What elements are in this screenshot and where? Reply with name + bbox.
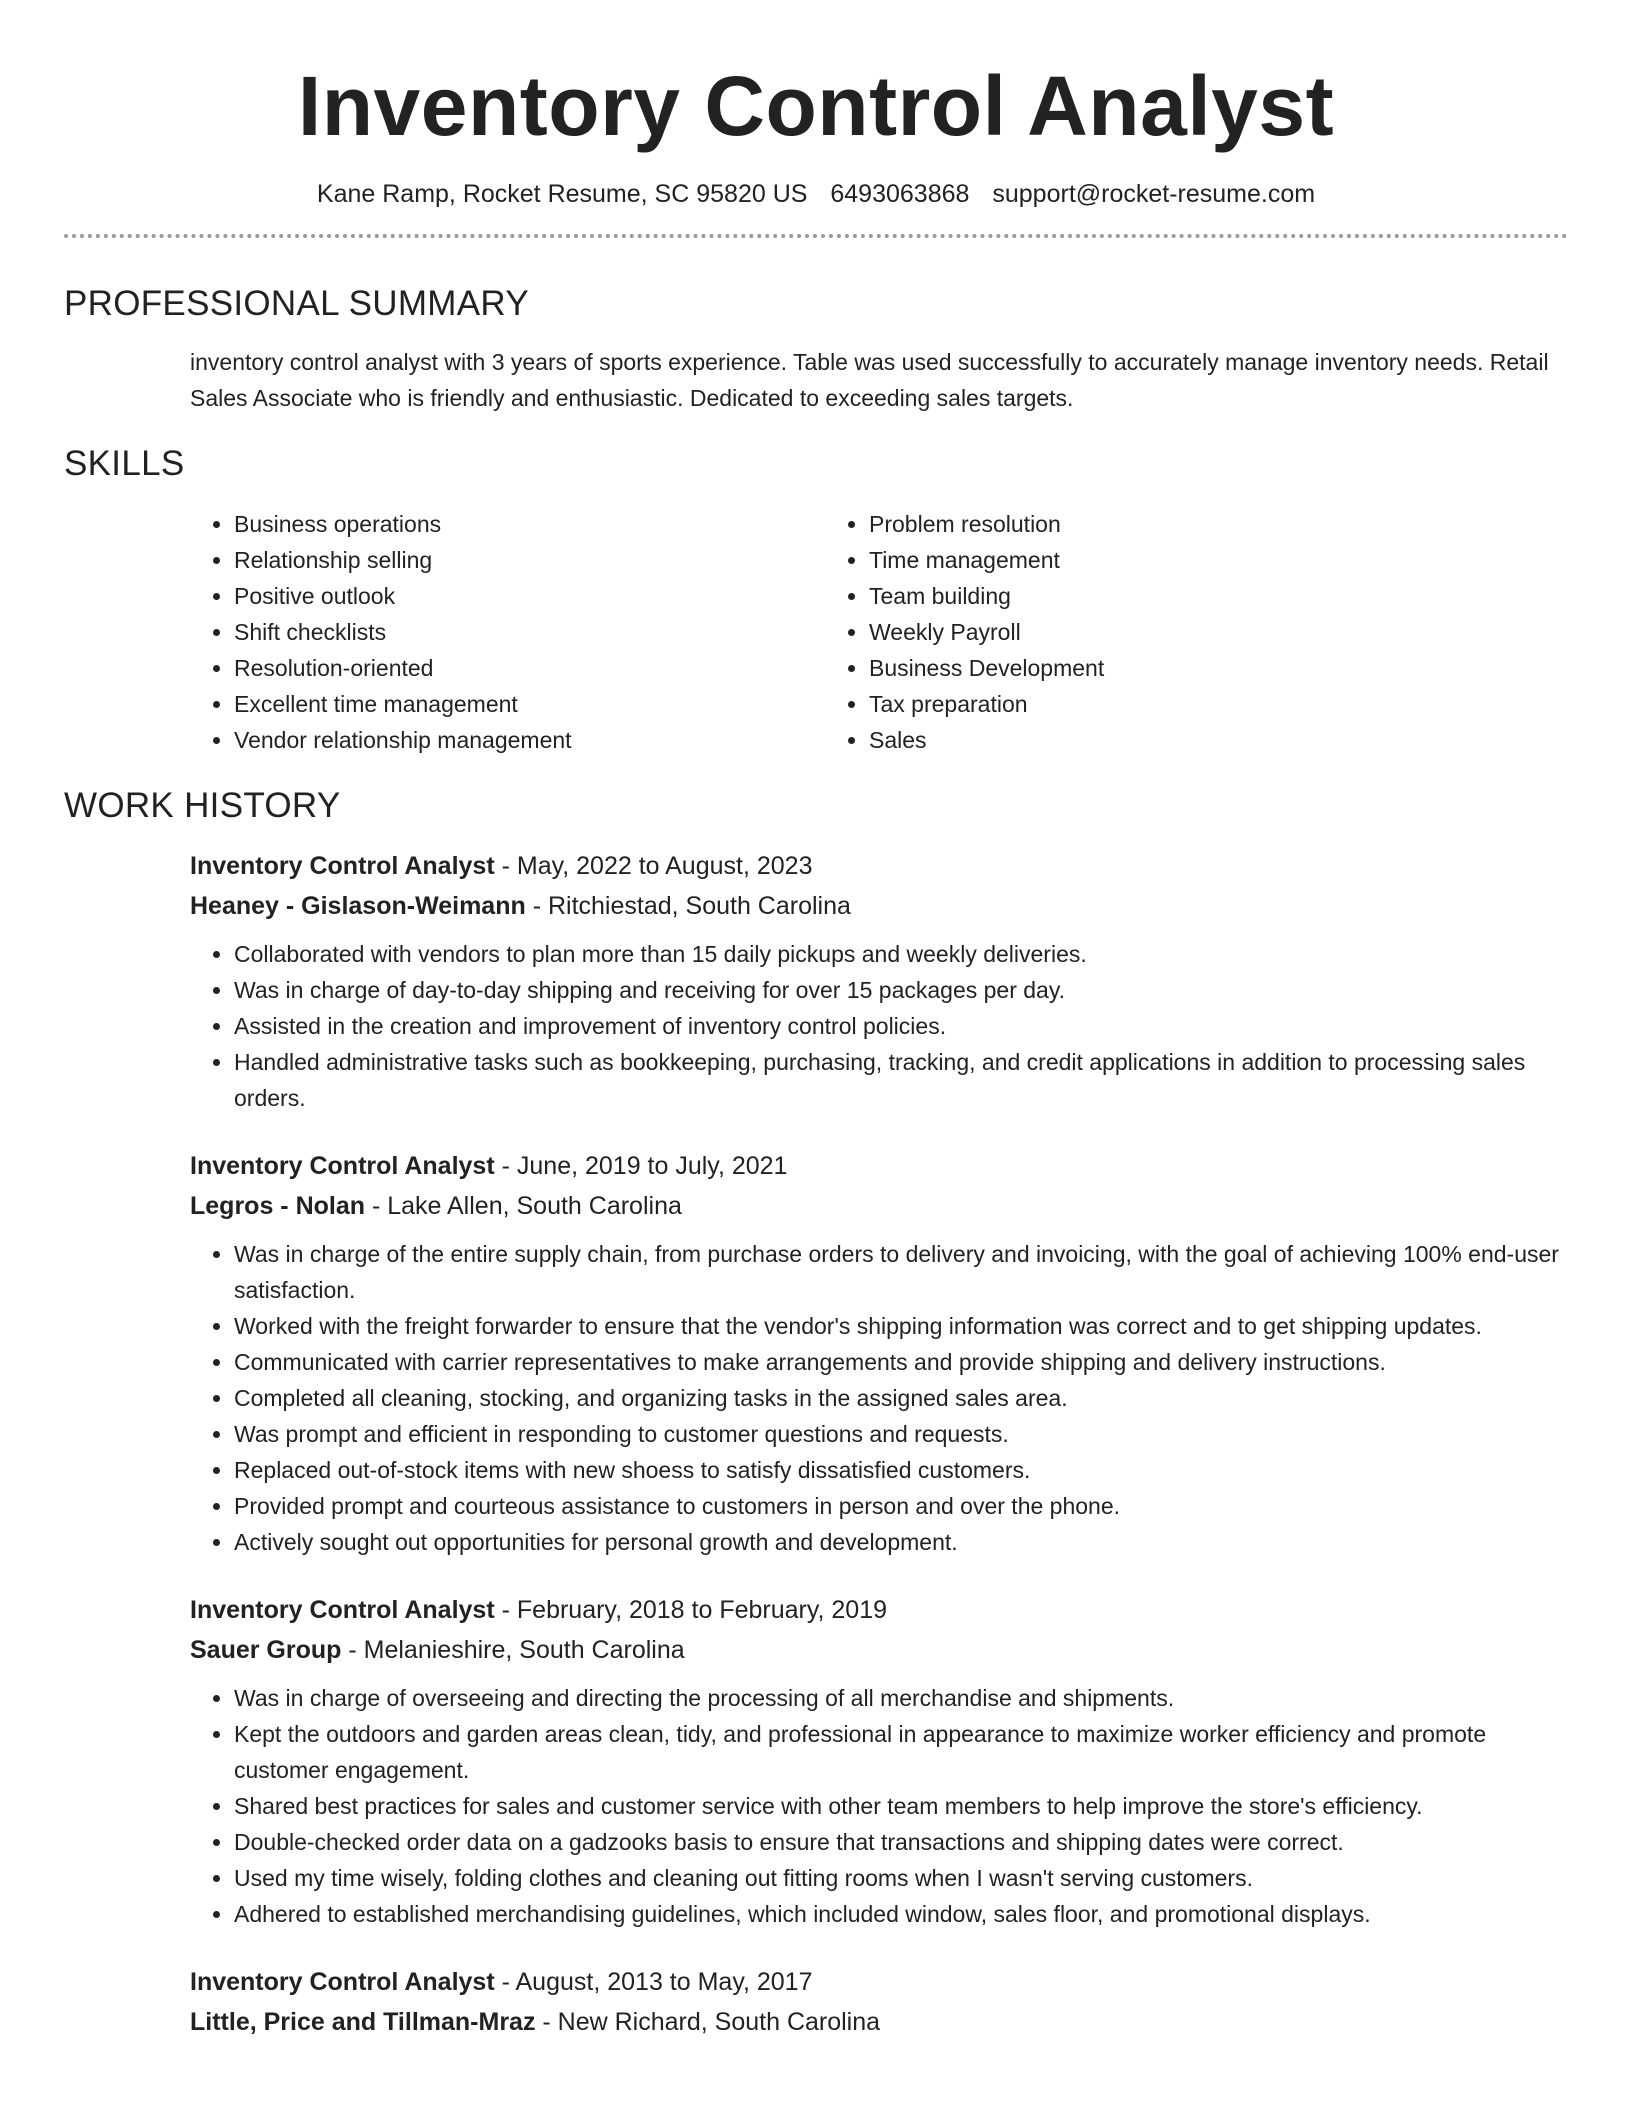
job-bullet: • Shared best practices for sales and customer service with other team members to help improve the store's efficiency. (234, 1788, 1568, 1824)
job-dates: - August, 2013 to May, 2017 (494, 1968, 813, 1996)
job-entry (190, 1962, 1568, 2042)
job-bullets (190, 1236, 1568, 1560)
summary-heading: PROFESSIONAL SUMMARY (64, 284, 529, 323)
job-bullet: • Was in charge of overseeing and directing the processing of all merchandise and shipments. (234, 1680, 1568, 1716)
job-bullet: • Was in charge of day-to-day shipping and receiving for over 15 packages per day. (234, 972, 1568, 1008)
job-bullet: • Assisted in the creation and improvement of inventory control policies. (234, 1008, 1568, 1044)
job-company: Legros - Nolan (190, 1192, 366, 1220)
skills-right-list (825, 506, 1460, 758)
job-bullet: • Kept the outdoors and garden areas clean, tidy, and professional in appearance to maximize worker efficiency and promote customer engagement. (234, 1716, 1568, 1788)
job-location: - Ritchiestad, South Carolina (525, 892, 851, 920)
job-bullet: • Was in charge of the entire supply chain, from purchase orders to delivery and invoicing, with the goal of achieving 100% end-user satisfaction. (234, 1236, 1568, 1308)
skill-item: • Problem resolution (869, 506, 1460, 542)
job-bullet: • Handled administrative tasks such as bookkeeping, purchasing, tracking, and credit applications in addition to processing sales orders. (234, 1044, 1568, 1116)
contact-line (64, 178, 1568, 210)
skills-heading: SKILLS (64, 444, 185, 483)
job-location: - Lake Allen, South Carolina (365, 1192, 682, 1220)
job-title-line (190, 1962, 1568, 2002)
job-dates: - June, 2019 to July, 2021 (494, 1152, 788, 1180)
job-company: Sauer Group (190, 1636, 342, 1664)
job-bullet: • Completed all cleaning, stocking, and organizing tasks in the assigned sales area. (234, 1380, 1568, 1416)
job-bullet: • Replaced out-of-stock items with new shoess to satisfy dissatisfied customers. (234, 1452, 1568, 1488)
job-bullet: • Provided prompt and courteous assistance to customers in person and over the phone. (234, 1488, 1568, 1524)
job-company-line (190, 1186, 1568, 1226)
skill-item: • Vendor relationship management (234, 722, 825, 758)
job-bullet: • Adhered to established merchandising guidelines, which included window, sales floor, and promotional displays. (234, 1896, 1568, 1932)
job-title: Inventory Control Analyst (190, 1968, 495, 1996)
job-entry (190, 1590, 1568, 1932)
job-title-line (190, 846, 1568, 886)
job-bullet: • Collaborated with vendors to plan more than 15 daily pickups and weekly deliveries. (234, 936, 1568, 972)
job-bullet: • Communicated with carrier representatives to make arrangements and provide shipping and delivery instructions. (234, 1344, 1568, 1380)
contact-phone: 6493063868 (830, 180, 970, 208)
job-bullets (190, 936, 1568, 1116)
job-bullet: • Double-checked order data on a gadzooks basis to ensure that transactions and shipping dates were correct. (234, 1824, 1568, 1860)
job-bullet: • Used my time wisely, folding clothes and cleaning out fitting rooms when I wasn't serving customers. (234, 1860, 1568, 1896)
job-company-line (190, 886, 1568, 926)
skill-item: • Excellent time management (234, 686, 825, 722)
job-location: - New Richard, South Carolina (535, 2008, 881, 2036)
job-title: Inventory Control Analyst (190, 852, 495, 880)
work-history-heading: WORK HISTORY (64, 786, 341, 825)
job-bullet: • Worked with the freight forwarder to ensure that the vendor's shipping information was correct and to get shipping updates. (234, 1308, 1568, 1344)
contact-email[interactable]: support@rocket-resume.com (992, 180, 1316, 208)
skills-columns (190, 506, 1568, 758)
skill-item: • Sales (869, 722, 1460, 758)
skill-item: • Positive outlook (234, 578, 825, 614)
contact-address: Kane Ramp, Rocket Resume, SC 95820 US (316, 180, 808, 208)
job-title-line (190, 1590, 1568, 1630)
skill-item: • Team building (869, 578, 1460, 614)
job-title: Inventory Control Analyst (190, 1596, 495, 1624)
job-title: Inventory Control Analyst (190, 1152, 495, 1180)
skill-item: • Time management (869, 542, 1460, 578)
job-company: Little, Price and Tillman-Mraz (190, 2008, 536, 2036)
skill-item: • Shift checklists (234, 614, 825, 650)
skills-left-list (190, 506, 825, 758)
header-divider (64, 234, 1568, 238)
summary-text: inventory control analyst with 3 years of sports experience. Table was used successfully to accurately manage inventory needs. Retail Sales Associate who is friendly and enthusiastic. Dedicated to exceeding sales targets. (190, 349, 1549, 411)
job-dates: - May, 2022 to August, 2023 (494, 852, 813, 880)
job-company-line (190, 1630, 1568, 1670)
job-entry (190, 1146, 1568, 1560)
skill-item: • Business operations (234, 506, 825, 542)
job-company: Heaney - Gislason-Weimann (190, 892, 526, 920)
skill-item: • Weekly Payroll (869, 614, 1460, 650)
skill-item: • Relationship selling (234, 542, 825, 578)
job-company-line (190, 2002, 1568, 2042)
job-bullet: • Was prompt and efficient in responding to customer questions and requests. (234, 1416, 1568, 1452)
job-bullet: • Actively sought out opportunities for personal growth and development. (234, 1524, 1568, 1560)
skill-item: • Tax preparation (869, 686, 1460, 722)
job-bullets (190, 1680, 1568, 1932)
resume-title: Inventory Control Analyst (297, 59, 1335, 153)
job-entry (190, 846, 1568, 1116)
skill-item: • Resolution-oriented (234, 650, 825, 686)
job-location: - Melanieshire, South Carolina (341, 1636, 685, 1664)
job-title-line (190, 1146, 1568, 1186)
job-dates: - February, 2018 to February, 2019 (494, 1596, 888, 1624)
skill-item: • Business Development (869, 650, 1460, 686)
